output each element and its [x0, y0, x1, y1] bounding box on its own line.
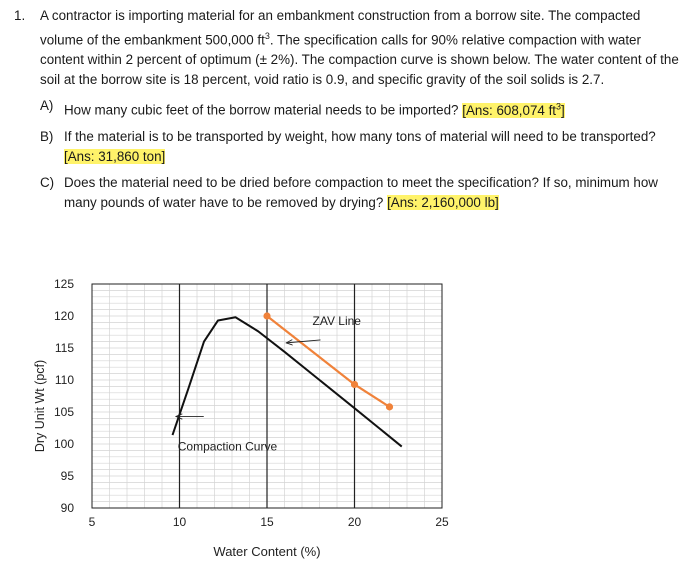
y-tick-label: 115: [54, 341, 74, 355]
zav-line-label: ZAV Line: [312, 313, 361, 328]
x-tick-label: 5: [88, 515, 96, 529]
y-axis-label: Dry Unit Wt (pcf): [33, 359, 47, 453]
x-tick-label: 20: [347, 515, 362, 529]
zav-point: [263, 312, 270, 319]
x-tick-label: 10: [172, 515, 187, 529]
part-c: [40, 173, 682, 213]
compaction-chart-svg: [24, 262, 484, 582]
y-tick-label: 120: [53, 309, 74, 323]
x-tick-label: 15: [260, 515, 274, 529]
y-tick-label: 95: [60, 469, 74, 483]
part-question: Does the material need to be dried before compaction to meet the specification? If so, minimum how many pounds of water have to be removed by drying?: [64, 174, 658, 210]
part-question: How many cubic feet of the borrow material needs to be imported?: [64, 102, 459, 118]
zav-point: [351, 381, 358, 388]
question-number: 1.: [14, 8, 26, 23]
compaction-curve: [173, 317, 402, 446]
part-letter: B): [40, 128, 54, 144]
y-tick-label: 90: [60, 501, 74, 515]
x-axis-label: Water Content (%): [213, 544, 321, 559]
problem-1: [14, 6, 682, 213]
answer-highlight: [Ans: 608,074 $ft^3$]: [462, 101, 565, 118]
x-tick-label: 25: [435, 515, 449, 529]
compaction-curve-label: Compaction Curve: [177, 439, 278, 454]
y-tick-label: 125: [53, 277, 74, 291]
problem-statement: A contractor is importing material for an embankment construction from a borrow site. The compacted volume of the embankment 500,000 $ft^3$. The specification calls for 90% relative compaction with water content within 2 percent of optimum (± 2%). The compaction curve is shown below. The water content of the soil at the borrow site is 18 percent, void ratio is 0.9, and specific gravity of the soil solids is 2.7.: [40, 8, 679, 88]
part-b: [40, 127, 682, 167]
y-tick-label: 105: [53, 405, 74, 419]
zav-point: [386, 403, 393, 410]
part-letter: C): [40, 174, 55, 190]
part-a: [40, 96, 682, 120]
answer-highlight: [Ans: 2,160,000 lb]: [387, 194, 499, 210]
compaction-chart: [24, 262, 484, 582]
y-tick-label: 100: [53, 437, 74, 451]
part-question: If the material is to be transported by weight, how many tons of material will need to be transported?: [64, 128, 656, 144]
zav-line: [267, 313, 390, 407]
y-tick-label: 110: [54, 373, 74, 387]
answer-highlight: [Ans: 31,860 ton]: [64, 148, 166, 164]
part-letter: A): [40, 98, 54, 114]
